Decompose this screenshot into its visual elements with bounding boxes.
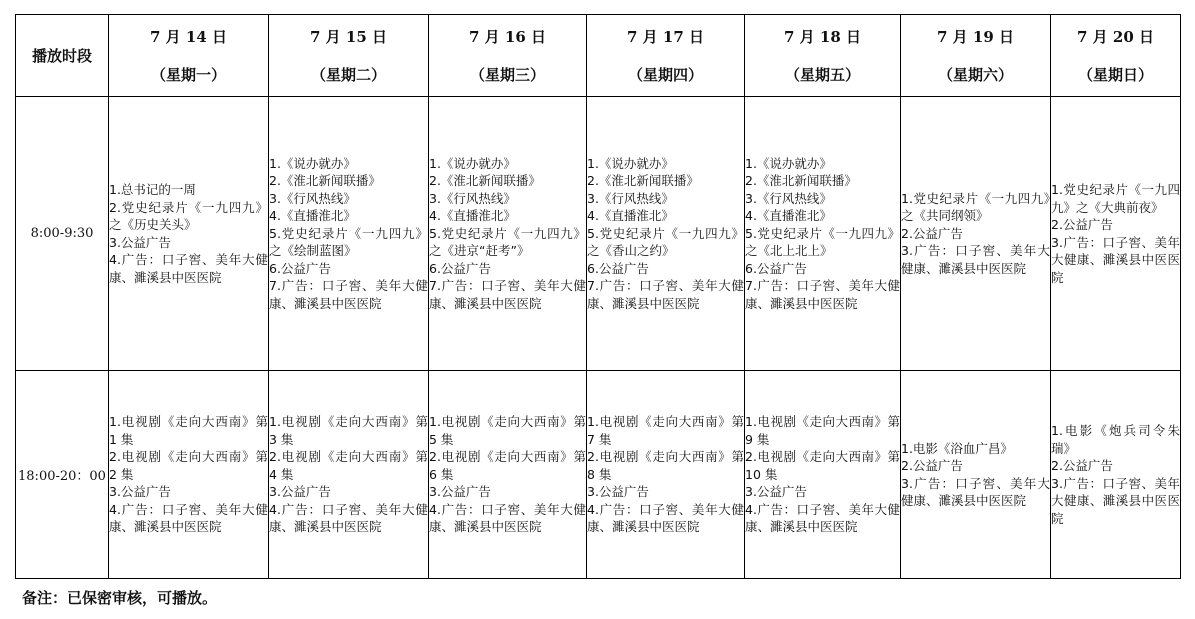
broadcast-schedule-table — [15, 14, 1181, 579]
program-item: 4.广告：口子窖、美年大健康、濉溪县中医医院 — [429, 501, 586, 535]
program-item: 2.《淮北新闻联播》 — [429, 173, 541, 189]
program-cell — [269, 371, 429, 579]
day-header — [901, 15, 1051, 97]
program-list — [901, 190, 1050, 278]
program-item: 5.党史纪录片《一九四九》之《绘制蓝图》 — [269, 225, 428, 259]
day-header — [745, 15, 901, 97]
program-list — [109, 181, 268, 286]
program-item: 2.电视剧《走向大西南》第 4 集 — [269, 449, 428, 482]
program-item: 7.广告：口子窖、美年大健康、濉溪县中医医院 — [269, 278, 428, 311]
program-item: 7.广告：口子窖、美年大健康、濉溪县中医医院 — [429, 278, 586, 311]
program-list — [269, 413, 428, 536]
program-list — [587, 413, 744, 536]
program-cell — [109, 97, 269, 371]
program-item: 2.《淮北新闻联播》 — [745, 173, 857, 189]
day-header — [1051, 15, 1181, 97]
day-weekday: （星期二） — [310, 65, 386, 84]
program-cell — [429, 97, 587, 371]
day-date: 7 月 19 日 — [937, 27, 1014, 46]
day-header — [587, 15, 745, 97]
program-item: 6.公益广告 — [269, 260, 331, 276]
program-item: 5.党史纪录片《一九四九》之《香山之约》 — [587, 225, 744, 259]
program-item: 2.公益广告 — [901, 458, 963, 473]
program-item: 4.《直播淮北》 — [429, 208, 516, 224]
program-list — [587, 155, 744, 313]
schedule-row-morning — [16, 97, 1181, 371]
program-item: 3.广告：口子窖、美年大健康、濉溪县中医医院 — [901, 243, 1050, 276]
program-item: 7.广告：口子窖、美年大健康、濉溪县中医医院 — [587, 278, 744, 311]
program-item: 3.公益广告 — [109, 484, 171, 500]
program-cell — [109, 371, 269, 579]
program-item: 1.电视剧《走向大西南》第 7 集 — [587, 414, 744, 447]
program-item: 1.电视剧《走向大西南》第 5 集 — [429, 414, 586, 447]
program-item: 2.电视剧《走向大西南》第 2 集 — [109, 449, 268, 482]
program-list — [429, 155, 586, 313]
program-item: 5.党史纪录片《一九四九》之《进京“赶考”》 — [429, 225, 586, 259]
day-weekday: （星期五） — [784, 65, 860, 84]
program-list — [745, 413, 900, 536]
program-item: 1.《说办就办》 — [587, 155, 674, 171]
program-list — [269, 155, 428, 313]
program-item: 4.广告：口子窖、美年大健康、濉溪县中医医院 — [269, 501, 428, 535]
program-item: 3.广告：口子窖、美年大健康、濉溪县中医医院 — [1051, 475, 1180, 526]
header-row — [16, 15, 1181, 97]
program-item: 2.公益广告 — [1051, 458, 1113, 473]
day-weekday: （星期六） — [937, 65, 1013, 84]
program-item: 4.广告：口子窖、美年大健康、濉溪县中医医院 — [109, 252, 268, 285]
program-list — [745, 155, 900, 313]
time-slot-label: 18:00-20：00 — [16, 371, 109, 579]
program-item: 3.广告：口子窖、美年大健康、濉溪县中医医院 — [901, 475, 1050, 508]
day-date: 7 月 14 日 — [150, 27, 227, 46]
program-cell — [1051, 371, 1181, 579]
program-item: 6.公益广告 — [429, 260, 491, 276]
day-header — [429, 15, 587, 97]
slot-column-header: 播放时段 — [16, 15, 109, 97]
program-item: 4.广告：口子窖、美年大健康、濉溪县中医医院 — [587, 501, 744, 535]
program-item: 1.电视剧《走向大西南》第 9 集 — [745, 414, 900, 447]
program-item: 4.《直播淮北》 — [269, 208, 356, 224]
program-item: 3.《行风热线》 — [587, 190, 674, 206]
day-date: 7 月 18 日 — [784, 27, 861, 46]
program-item: 4.《直播淮北》 — [587, 208, 674, 224]
program-cell — [587, 371, 745, 579]
program-item: 3.公益广告 — [269, 484, 331, 500]
day-header — [269, 15, 429, 97]
program-item: 3.公益广告 — [745, 484, 807, 500]
program-item: 1.总书记的一周 — [109, 182, 196, 197]
program-item: 2.公益广告 — [1051, 217, 1113, 232]
program-list — [901, 440, 1050, 510]
program-item: 3.公益广告 — [587, 484, 649, 500]
program-item: 3.《行风热线》 — [745, 190, 832, 206]
program-item: 2.电视剧《走向大西南》第 8 集 — [587, 449, 744, 482]
program-item: 2.《淮北新闻联播》 — [269, 173, 381, 189]
program-list — [429, 413, 586, 536]
program-item: 1.《说办就办》 — [269, 155, 356, 171]
schedule-row-evening — [16, 371, 1181, 579]
approval-note: 备注：已保密审核，可播放。 — [22, 589, 218, 607]
day-weekday: （星期四） — [627, 65, 703, 84]
program-item: 1.电影《炮兵司令朱瑞》 — [1051, 423, 1180, 456]
program-cell — [429, 371, 587, 579]
program-cell — [745, 97, 901, 371]
program-item: 1.《说办就办》 — [429, 155, 516, 171]
program-item: 2.党史纪录片《一九四九》之《历史关头》 — [109, 199, 268, 232]
program-item: 2.电视剧《走向大西南》第 6 集 — [429, 449, 586, 482]
program-cell — [1051, 97, 1181, 371]
program-list — [109, 413, 268, 536]
program-item: 7.广告：口子窖、美年大健康、濉溪县中医医院 — [745, 278, 900, 311]
program-item: 5.党史纪录片《一九四九》之《北上北上》 — [745, 225, 900, 259]
program-cell — [587, 97, 745, 371]
program-item: 6.公益广告 — [745, 260, 807, 276]
program-item: 4.广告：口子窖、美年大健康、濉溪县中医医院 — [745, 501, 900, 535]
program-item: 2.电视剧《走向大西南》第 10 集 — [745, 449, 900, 482]
day-date: 7 月 15 日 — [310, 27, 387, 46]
day-date: 7 月 16 日 — [469, 27, 546, 46]
day-weekday: （星期一） — [150, 65, 226, 84]
program-item: 3.《行风热线》 — [429, 190, 516, 206]
program-item: 4.《直播淮北》 — [745, 208, 832, 224]
day-date: 7 月 20 日 — [1077, 27, 1154, 46]
day-weekday: （星期日） — [1077, 65, 1153, 84]
program-item: 3.公益广告 — [429, 484, 491, 500]
program-item: 3.广告：口子窖、美年大健康、濉溪县中医医院 — [1051, 234, 1180, 285]
program-item: 1.党史纪录片《一九四九》之《大典前夜》 — [1051, 182, 1180, 215]
program-cell — [901, 371, 1051, 579]
program-item: 1.电影《浴血广昌》 — [901, 440, 1013, 456]
program-item: 3.《行风热线》 — [269, 190, 356, 206]
program-item: 1.电视剧《走向大西南》第 3 集 — [269, 414, 428, 447]
program-item: 4.广告：口子窖、美年大健康、濉溪县中医医院 — [109, 501, 268, 535]
day-date: 7 月 17 日 — [627, 27, 704, 46]
program-list — [1051, 181, 1180, 286]
program-item: 3.公益广告 — [109, 234, 171, 250]
program-cell — [745, 371, 901, 579]
day-weekday: （星期三） — [469, 65, 545, 84]
program-item: 2.公益广告 — [901, 225, 963, 241]
program-item: 6.公益广告 — [587, 260, 649, 276]
time-slot-label: 8:00-9:30 — [16, 97, 109, 371]
day-header — [109, 15, 269, 97]
program-item: 1.党史纪录片《一九四九》之《共同纲领》 — [901, 190, 1050, 224]
program-item: 1.《说办就办》 — [745, 155, 832, 171]
program-cell — [269, 97, 429, 371]
program-item: 2.《淮北新闻联播》 — [587, 173, 699, 189]
program-list — [1051, 422, 1180, 527]
program-item: 1.电视剧《走向大西南》第 1 集 — [109, 414, 268, 447]
program-cell — [901, 97, 1051, 371]
